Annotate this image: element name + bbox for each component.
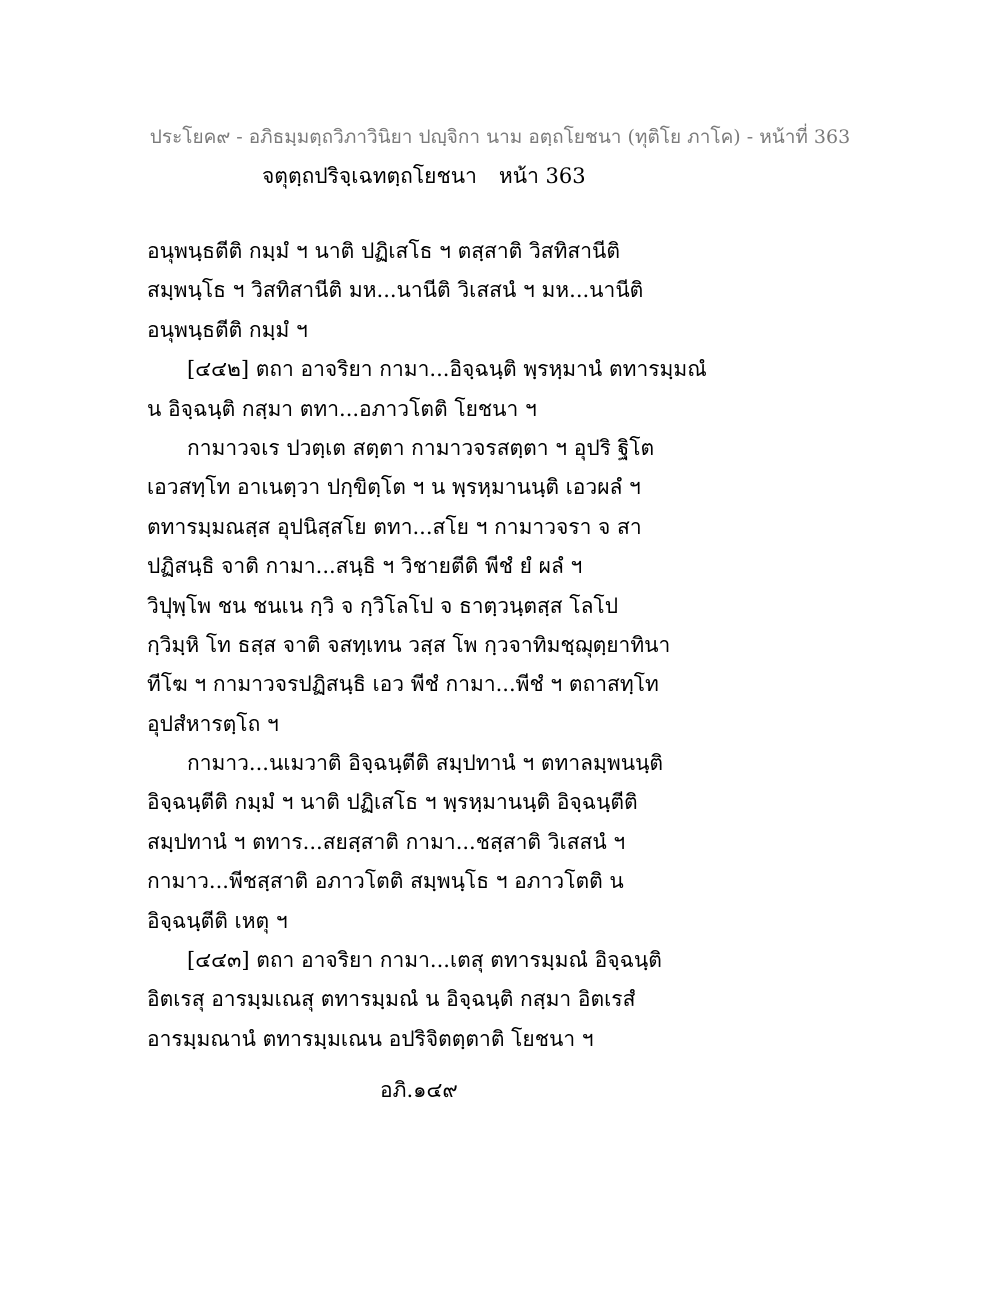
- text-line: กามาวจเร ปวตฺเต สตฺตา กามาวจรสตฺตา ฯ อุปริ ฐิโต: [187, 435, 655, 460]
- text-line: สมฺพนฺโธ ฯ วิสทิสานีติ มห...นานีติ วิเสสนํ ฯ มห...นานีติ: [147, 278, 644, 303]
- section-title-name: จตุตฺถปริจฺเฉทตฺถโยชนา: [262, 164, 477, 188]
- text-line: อนุพนฺธตีติ กมฺมํ ฯ นาติ ปฏิเสโธ ฯ ตสฺสาติ วิสทิสานีติ: [147, 239, 621, 263]
- text-line: อิจฺฉนฺตีติ เหตุ ฯ: [147, 908, 288, 933]
- page-footer: อภิ.๑๔๙: [380, 1078, 458, 1102]
- text-line: กามาว...นเมวาติ อิจฺฉนฺตีติ สมฺปทานํ ฯ ตทาลมฺพนนฺติ: [187, 751, 664, 776]
- text-line: อารมฺมณานํ ตทารมฺมเณน อปริจิตตฺตาติ โยชนา ฯ: [147, 1026, 594, 1051]
- text-line: อิตเรสุ อารมฺมเณสุ ตทารมฺมณํ น อิจฺฉนฺติ กสฺมา อิตเรสํ: [147, 987, 636, 1012]
- section-page-label: หน้า 363: [498, 164, 586, 188]
- text-line: กฺวิมฺหิ โท ธสฺส จาติ จสทฺเทน วสฺส โพ กฺวจาทิมชฺฌุตฺยาทินา: [147, 632, 671, 657]
- running-header: ประโยค๙ - อภิธมฺมตฺถวิภาวินิยา ปญฺจิกา นาม อตฺถโยชนา (ทุติโย ภาโค) - หน้าที่ 363: [149, 126, 851, 148]
- text-line: [๔๔๒] ตถา อาจริยา กามา...อิจฺฉนฺติ พฺรหฺมานํ ตทารมฺมณํ: [187, 357, 707, 382]
- text-line: ตทารมฺมณสฺส อุปนิสฺสโย ตทา...สโย ฯ กามาวจรา จ สา: [147, 514, 642, 539]
- text-line: สมฺปทานํ ฯ ตทาร...สยสฺสาติ กามา...ชสฺสาติ วิเสสนํ ฯ: [147, 829, 626, 854]
- text-line: เอวสทฺโท อาเนตฺวา ปกฺขิตฺโต ฯ น พฺรหฺมานนฺติ เอวผลํ ฯ: [147, 475, 641, 500]
- text-line: น อิจฺฉนฺติ กสฺมา ตทา...อภาวโตติ โยชนา ฯ: [147, 396, 537, 421]
- text-line: ทีโฆ ฯ กามาวจรปฏิสนฺธิ เอว พีชํ กามา...พีชํ ฯ ตถาสทฺโท: [147, 672, 659, 697]
- body-text: [147, 232, 707, 1059]
- section-title: [262, 160, 586, 193]
- text-line: [๔๔๓] ตถา อาจริยา กามา...เตสุ ตทารมฺมณํ อิจฺฉนฺติ: [187, 948, 662, 973]
- text-line: อุปสํหารตฺโถ ฯ: [147, 711, 279, 736]
- text-line: วิปุพฺโพ ชน ชนเน กฺวิ จ กฺวิโลโป จ ธาตฺวนฺตสฺส โลโป: [147, 593, 619, 618]
- text-line: อนุพนฺธตีติ กมฺมํ ฯ: [147, 317, 308, 342]
- text-line: อิจฺฉนฺตีติ กมฺมํ ฯ นาติ ปฏิเสโธ ฯ พฺรหฺมานนฺติ อิจฺฉนฺตีติ: [147, 790, 638, 815]
- text-line: ปฏิสนฺธิ จาติ กามา...สนฺธิ ฯ วิชายตีติ พีชํ ยํ ผลํ ฯ: [147, 554, 583, 579]
- text-line: กามาว...พีชสฺสาติ อภาวโตติ สมฺพนฺโธ ฯ อภาวโตติ น: [147, 869, 624, 894]
